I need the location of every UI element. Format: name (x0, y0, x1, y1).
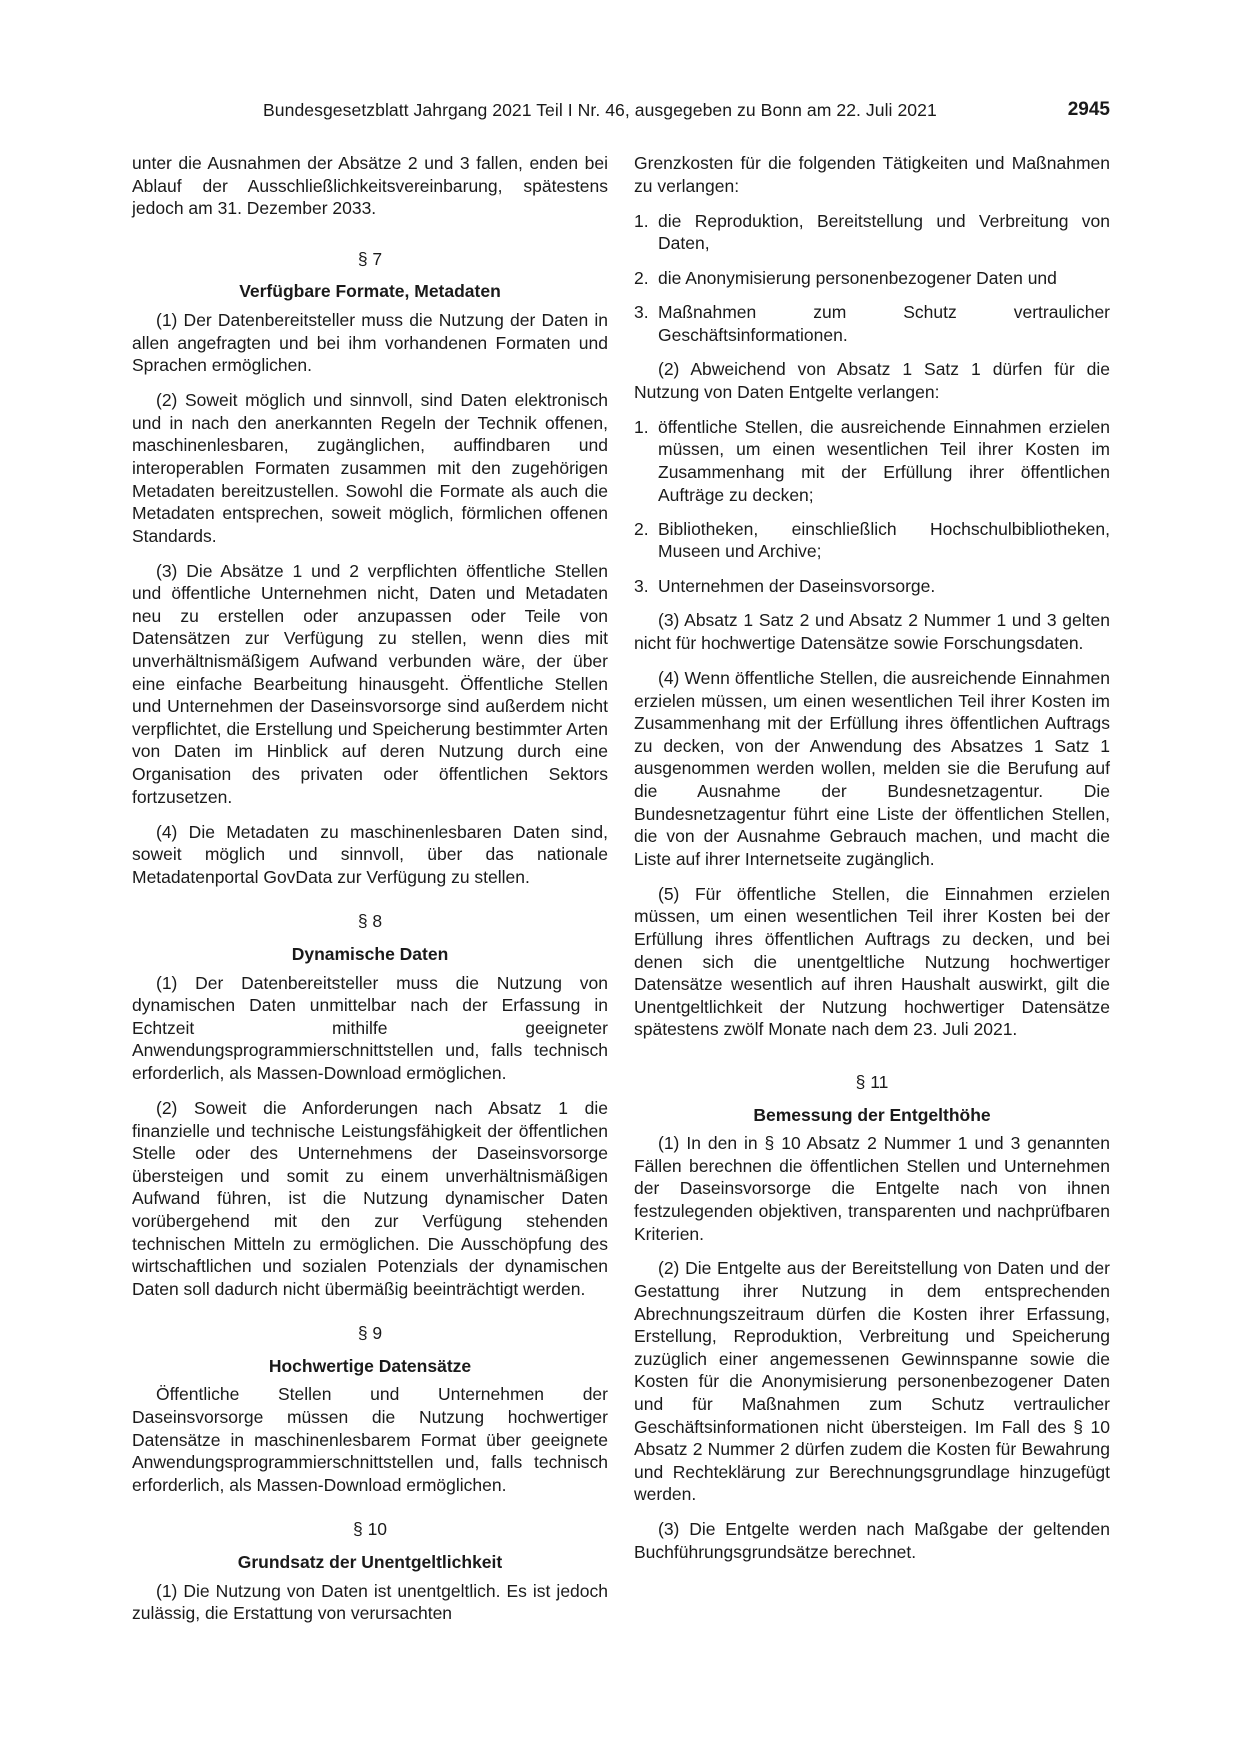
section-number: § 9 (357, 1323, 383, 1344)
paragraph: (1) Die Nutzung von Daten ist unentgeltlich. Es ist jedoch zulässig, die Erstattung von verursachten (132, 1580, 608, 1624)
paragraph: (1) Der Datenbereitsteller muss die Nutzung von dynamischen Daten unmittelbar nach der Erfassung in Echtzeit mithilfe geeigneter Anwendungsprogrammierschnittstellen und, falls technisch erforderlich, als Massen-Download ermöglichen. (132, 972, 608, 1083)
numbered-list (634, 210, 1110, 347)
right-column (634, 152, 1110, 1576)
section-title: Verfügbare Formate, Metadaten (239, 281, 501, 302)
page-number: 2945 (1067, 99, 1110, 120)
list-item: 2. Bibliotheken, einschließlich Hochschulbibliotheken, Museen und Archive; (634, 518, 1110, 562)
section-title: Dynamische Daten (291, 943, 449, 964)
paragraph: (4) Wenn öffentliche Stellen, die ausreichende Einnahmen erzielen müssen, um einen wesentlichen Teil ihrer Kosten im Zusammenhang mit der Erfüllung ihres öffentlichen Auftrags zu decken, von der Anwendung des Absatzes 1 Satz 1 ausgenommen werden wollen, melden sie die Berufung auf die Ausnahme der Bundesnetzagentur. Die Bundesnetzagentur führt eine Liste der öffentlichen Stellen, die von der Ausnahme Gebrauch machen, und macht die Liste auf ihrer Internetseite zugänglich. (634, 668, 1110, 869)
section-number: § 8 (357, 911, 383, 932)
page-header (132, 100, 1110, 126)
paragraph: (4) Die Metadaten zu maschinenlesbaren Daten sind, soweit möglich und sinnvoll, über das nationale Metadatenportal GovData zur Verfügung zu stellen. (132, 821, 608, 887)
paragraph: (3) Die Absätze 1 und 2 verpflichten öffentliche Stellen und öffentliche Unternehmen nicht, Daten und Metadaten neu zu erstellen oder anzupassen oder Teile von Datensätzen zur Verfügung zu stellen, wenn dies mit unverhältnismäßigem Aufwand verbunden wäre, der über eine einfache Bearbeitung hinausgeht. Öffentliche Stellen und Unternehmen der Daseinsvorsorge sind außerdem nicht verpflichtet, die Erstellung und Speicherung bestimmter Arten von Daten im Hinblick auf deren Nutzung durch eine Organisation des privaten oder öffentlichen Sektors fortzusetzen. (132, 560, 608, 807)
paragraph: (2) Soweit möglich und sinnvoll, sind Daten elektronisch und in nach den anerkannten Regeln der Technik offenen, maschinenlesbaren, zugänglichen, auffindbaren und interoperablen Formaten zusammen mit den zugehörigen Metadaten bereitzustellen. Sowohl die Formate als auch die Metadaten entsprechen, soweit möglich, förmlichen offenen Standards. (132, 390, 608, 546)
list-item: 1. die Reproduktion, Bereitstellung und Verbreitung von Daten, (634, 210, 1110, 254)
paragraph: (2) Die Entgelte aus der Bereitstellung von Daten und der Gestattung ihrer Nutzung in dem entsprechenden Abrechnungszeitraum dürfen die Kosten ihrer Erfassung, Erstellung, Reproduktion, Verbreitung und Speicherung zuzüglich einer angemessenen Gewinnspanne sowie die Kosten für die Anonymisierung personenbezogener Daten und für Maßnahmen zum Schutz vertraulicher Geschäftsinformationen nicht übersteigen. Im Fall des § 10 Absatz 2 Nummer 2 dürfen zudem die Kosten für Bewahrung und Rechteklärung zur Berechnungsgrundlage hinzugefügt werden. (634, 1258, 1110, 1505)
running-title: Bundesgesetzblatt Jahrgang 2021 Teil I Nr. 46, ausgegeben zu Bonn am 22. Juli 2021 (263, 100, 937, 120)
paragraph: (1) Der Datenbereitsteller muss die Nutzung der Daten in allen angefragten und bei ihm vorhandenen Formaten und Sprachen ermöglichen. (132, 309, 608, 376)
continued-paragraph: Grenzkosten für die folgenden Tätigkeiten und Maßnahmen zu verlangen: (634, 153, 1110, 196)
paragraph: (5) Für öffentliche Stellen, die Einnahmen erzielen müssen, um einen wesentlichen Teil ihrer Kosten bei der Erfüllung ihres öffentlichen Auftrags zu decken, und bei denen sich die unentgeltliche Nutzung hochwertiger Datensätze wesentlich auf ihren Haushalt auswirkt, gilt die Unentgeltlichkeit der Nutzung hochwertiger Datensätze spätestens zwölf Monate nach dem 23. Juli 2021. (634, 883, 1110, 1040)
paragraph: (2) Abweichend von Absatz 1 Satz 1 dürfen für die Nutzung von Daten Entgelte verlangen: (634, 359, 1110, 402)
continued-paragraph: unter die Ausnahmen der Absätze 2 und 3 fallen, enden bei Ablauf der Ausschließlichkeitsvereinbarung, spätestens jedoch am 31. Dezember 2033. (132, 153, 608, 219)
section-number: § 11 (855, 1071, 889, 1092)
list-item: 2. die Anonymisierung personenbezogener Daten und (634, 267, 1057, 288)
paragraph: (3) Absatz 1 Satz 2 und Absatz 2 Nummer 1 und 3 gelten nicht für hochwertige Datensätze sowie Forschungsdaten. (634, 610, 1110, 654)
list-item: 1. öffentliche Stellen, die ausreichende Einnahmen erzielen müssen, um einen wesentlichen Teil ihrer Kosten im Zusammenhang mit der Erfüllung ihrer öffentlichen Aufträge zu decken; (634, 416, 1110, 505)
paragraph: (1) In den in § 10 Absatz 2 Nummer 1 und 3 genannten Fällen berechnen die öffentlichen Stellen und Unternehmen der Daseinsvorsorge die Entgelte nach von ihnen festzulegenden objektiven, transparenten und nachprüfbaren Kriterien. (634, 1133, 1110, 1244)
section-title: Bemessung der Entgelthöhe (753, 1104, 991, 1125)
paragraph: (2) Soweit die Anforderungen nach Absatz 1 die finanzielle und technische Leistungsfähigkeit der öffentlichen Stelle oder des Unternehmens der Daseinsvorsorge übersteigen und somit zu einem unverhältnismäßigen Aufwand führen, ist die Nutzung dynamischer Daten vorübergehend mit den zur Verfügung stehenden technischen Mitteln zu ermöglichen. Die Ausschöpfung des wirtschaftlichen und sozialen Potenzials der dynamischen Daten soll dadurch nicht übermäßig beeinträchtigt werden. (132, 1097, 608, 1299)
section-number: § 10 (352, 1519, 388, 1540)
paragraph: (3) Die Entgelte werden nach Maßgabe der geltenden Buchführungsgrundsätze berechnet. (634, 1519, 1110, 1562)
list-item: 3. Maßnahmen zum Schutz vertraulicher Geschäftsinformationen. (634, 301, 1110, 345)
section-number: § 7 (357, 248, 383, 269)
section-title: Hochwertige Datensätze (268, 1355, 472, 1376)
section-title: Grundsatz der Unentgeltlichkeit (237, 1552, 503, 1573)
list-item: 3. Unternehmen der Daseinsvorsorge. (634, 575, 936, 596)
numbered-list (634, 416, 1110, 598)
left-column (132, 152, 608, 1637)
paragraph: Öffentliche Stellen und Unternehmen der Daseinsvorsorge müssen die Nutzung hochwertiger Datensätze in maschinenlesbarem Format über geeignete Anwendungsprogrammierschnittstellen und, falls technisch erforderlich, als Massen-Download ermöglichen. (132, 1384, 608, 1495)
